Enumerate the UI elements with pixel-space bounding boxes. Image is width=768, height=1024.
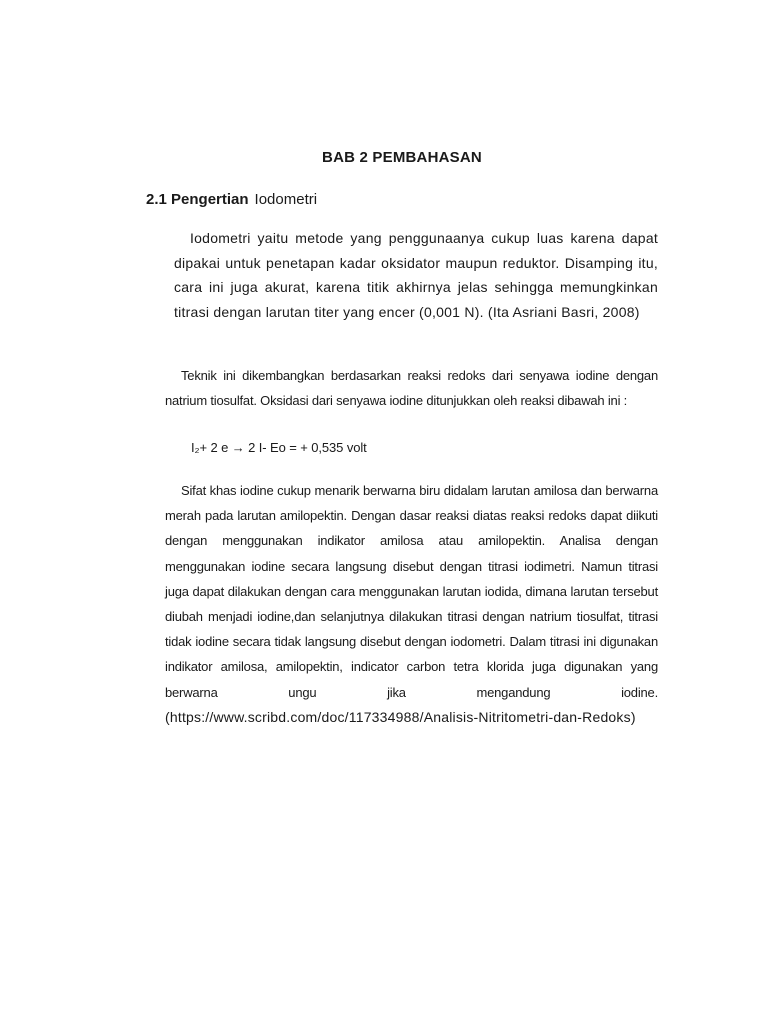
section-number-label: 2.1 Pengertian <box>146 191 249 208</box>
paragraph-definition <box>174 226 658 324</box>
citation-link-text: (https://www.scribd.com/doc/117334988/Analisis-Nitritometri-dan-Redoks) <box>165 708 636 725</box>
paragraph-properties-text: Sifat khas iodine cukup menarik berwarna biru didalam larutan amilosa dan berwarna merah pada larutan amilopektin. Dengan dasar reaksi diatas reaksi redoks dapat diikuti dengan menggunakan indikator amilosa atau amilopektin. Analisa dengan menggunakan iodine secara langsung disebut dengan titrasi iodimetri. Namun titrasi juga dapat dilakukan dengan cara menggunakan larutan iodida, dimana larutan tersebut diubah menjadi iodine,dan selanjutnya dilakukan titrasi dengan natrium tiosulfat, titrasi tidak iodine secara tidak langsung disebut dengan iodometri. Dalam titrasi ini digunakan indikator amilosa, amilopektin, indicator carbon tetra klorida juga digunakan yang berwarna ungu jika mengandung iodine. <box>165 483 658 700</box>
paragraph-definition-text: Iodometri yaitu metode yang penggunaanya cukup luas karena dapat dipakai untuk penetapan kadar oksidator maupun reduktor. Disamping itu, cara ini juga akurat, karena titik akhirnya jelas sehingga memungkinkan titrasi dengan larutan titer yang encer (0,001 N). (Ita Asriani Basri, 2008) <box>174 230 658 320</box>
paragraph-technique-text: Teknik ini dikembangkan berdasarkan reaksi redoks dari senyawa iodine dengan natrium tiosulfat. Oksidasi dari senyawa iodine ditunjukkan oleh reaksi dibawah ini : <box>165 368 658 408</box>
paragraph-technique <box>165 364 658 413</box>
paragraph-properties <box>165 478 658 730</box>
section-topic: Iodometri <box>254 191 318 208</box>
chapter-title: BAB 2 PEMBAHASAN <box>322 149 482 166</box>
redox-equation: I₂+ 2 e → 2 I- Eo = + 0,535 volt <box>191 440 367 455</box>
section-heading <box>146 191 317 208</box>
